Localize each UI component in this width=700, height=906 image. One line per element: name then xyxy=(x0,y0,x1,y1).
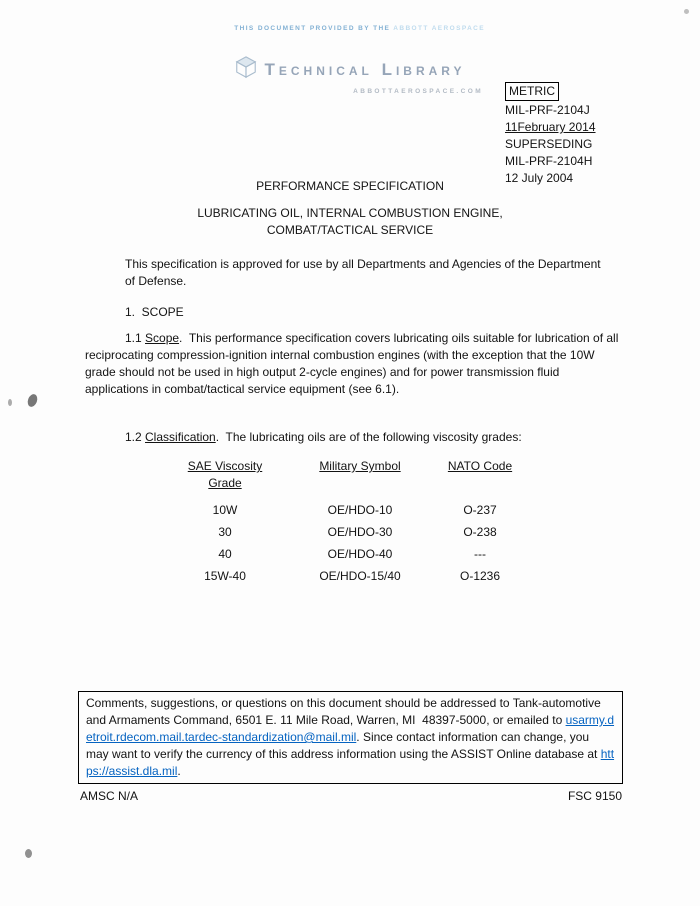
col-header-nato-code xyxy=(425,458,535,492)
viscosity-grade-table xyxy=(155,458,535,587)
designation-block xyxy=(505,82,596,187)
abbott-aerospace-logo xyxy=(215,3,485,100)
paragraph-1-2 xyxy=(85,429,625,446)
spec-date: 11February 2014 xyxy=(505,120,596,134)
cell-sae-grade: 40 xyxy=(218,547,232,561)
logo-tagline xyxy=(215,3,485,54)
fsc-number: FSC 9150 xyxy=(567,789,622,803)
paragraph-1-1 xyxy=(85,330,625,398)
logo-main-row xyxy=(215,55,485,84)
col-header-sae-line2: Grade xyxy=(208,476,242,490)
table-header-row xyxy=(155,458,535,492)
cell-nato-code: --- xyxy=(474,547,486,561)
para-1-2-label: Classification xyxy=(145,430,216,444)
superseding-label: SUPERSEDING xyxy=(505,137,593,151)
section-1-heading: 1. SCOPE xyxy=(125,305,184,319)
table-row xyxy=(155,543,535,565)
logo-domain: ABBOTTAEROSPACE.COM xyxy=(353,88,484,95)
scan-artifact xyxy=(26,393,39,408)
comments-box xyxy=(78,691,623,784)
para-1-1-label: Scope xyxy=(145,331,180,345)
cell-military-symbol: OE/HDO-15/40 xyxy=(319,569,401,583)
cell-sae-grade: 30 xyxy=(218,525,232,539)
logo-tagline-prefix: THIS DOCUMENT PROVIDED BY THE xyxy=(234,25,394,32)
footer-row xyxy=(80,788,622,805)
comments-text-1: Comments, suggestions, or questions on this document should be addressed to Tank-automotive and Armaments Command, 6501 E. 11 Mile Road, Warren, MI 48397-5000, or emailed to xyxy=(86,696,605,727)
metric-designator: METRIC xyxy=(505,82,559,101)
comments-text-2: . Since contact information can change, you may want to verify the currency of this address information using the ASSIST Online database at xyxy=(86,730,601,761)
cell-sae-grade: 15W-40 xyxy=(204,569,246,583)
col-header-military-symbol-text: Military Symbol xyxy=(319,459,401,473)
para-1-1-text: . This performance specification covers lubricating oils suitable for lubrication of all reciprocating compression-ignition internal combustion engines (with the exception that the 10W grade should not be used in high output 2-cycle engines) and for power transmission fluid applications in combat/tactical service equipment (see 6.1). xyxy=(85,331,622,396)
approval-statement: This specification is approved for use by all Departments and Agencies of the Department of Defense. xyxy=(125,257,604,288)
spec-subject xyxy=(0,205,700,239)
spec-number: MIL-PRF-2104J xyxy=(505,103,590,117)
para-1-2-text: . The lubricating oils are of the following viscosity grades: xyxy=(215,430,522,444)
table-row xyxy=(155,521,535,543)
col-header-nato-code-text: NATO Code xyxy=(447,459,513,473)
cell-nato-code: O-237 xyxy=(463,503,497,517)
email-link[interactable]: usarmy.detroit.rdecom.mail.tardec-standardization@mail.mil xyxy=(86,713,615,744)
cell-nato-code: O-238 xyxy=(463,525,497,539)
col-header-military-symbol xyxy=(295,458,425,492)
col-header-sae-line1: SAE Viscosity xyxy=(187,459,263,473)
amsc-number: AMSC N/A xyxy=(80,789,139,803)
table-row xyxy=(155,565,535,587)
logo-title: Technical Library xyxy=(264,60,466,79)
logo-tagline-brand: ABBOTT AEROSPACE xyxy=(393,25,486,32)
cell-sae-grade: 10W xyxy=(212,503,238,517)
para-1-1-number: 1.1 xyxy=(125,331,146,345)
prev-spec-number: MIL-PRF-2104H xyxy=(505,154,593,168)
scan-artifact xyxy=(8,399,12,406)
cell-military-symbol: OE/HDO-30 xyxy=(327,525,393,539)
comments-text-3: . xyxy=(177,764,181,778)
cell-military-symbol: OE/HDO-10 xyxy=(327,503,393,517)
assist-database-link[interactable]: https://assist.dla.mil xyxy=(86,747,615,778)
table-row xyxy=(155,499,535,521)
cube-icon xyxy=(234,55,258,84)
prev-spec-date: 12 July 2004 xyxy=(505,171,574,185)
scan-artifact xyxy=(684,9,689,14)
cell-nato-code: O-1236 xyxy=(459,569,501,583)
para-1-2-number: 1.2 xyxy=(125,430,146,444)
subject-line-1: LUBRICATING OIL, INTERNAL COMBUSTION ENGINE, xyxy=(197,206,503,220)
scan-artifact xyxy=(25,849,32,858)
cell-military-symbol: OE/HDO-40 xyxy=(327,547,393,561)
subject-line-2: COMBAT/TACTICAL SERVICE xyxy=(266,223,434,237)
spec-type-title: PERFORMANCE SPECIFICATION xyxy=(256,179,444,193)
col-header-sae-viscosity xyxy=(155,458,295,492)
